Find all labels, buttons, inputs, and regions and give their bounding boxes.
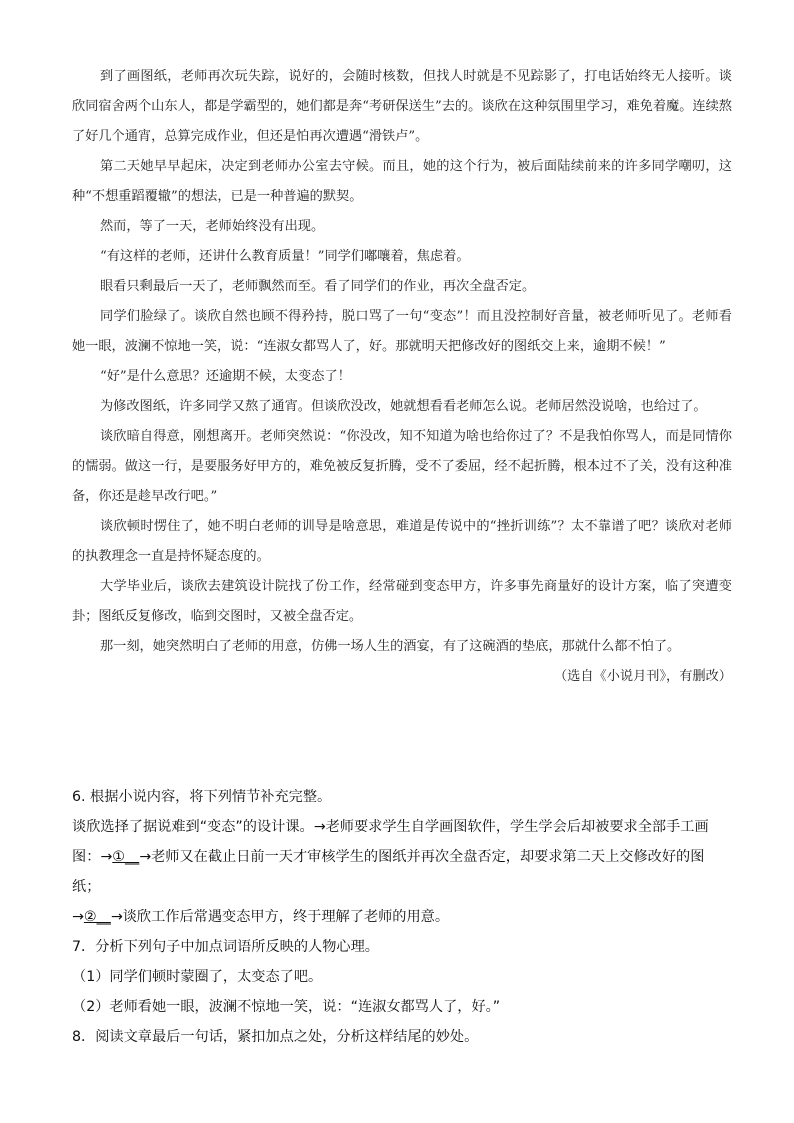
question-7-item-2: （2）老师看她一眼，波澜不惊地一笑，说：“连淑女都骂人了，好。” <box>72 999 501 1015</box>
story-paragraph-6: 同学们脸绿了。谈欣自然也顾不得矜持，脱口骂了一句“变态”！而且没控制好音量，被老师听见了。老师看她一眼，波澜不惊地一笑，说：“连淑女都骂人了，好。那就明天把修改好的图纸交上来，逾期不候！” <box>72 309 732 354</box>
story-text <box>72 62 732 692</box>
answer-blank-2[interactable]: ②__ <box>83 909 111 925</box>
question-6-line-2 <box>72 842 732 902</box>
story-paragraph-12: 那一刻，她突然明白了老师的用意，仿佛一场人生的酒宴，有了这碗酒的垫底，那就什么都不怕了。 <box>100 639 681 654</box>
questions-section <box>72 782 732 1052</box>
story-paragraph-11: 大学毕业后，谈欣去建筑设计院找了份工作，经常碰到变态甲方，许多事先商量好的设计方案，临了突遭变卦；图纸反复修改，临到交图时，又被全盘否定。 <box>72 579 732 624</box>
answer-blank-1[interactable]: ①__ <box>112 849 140 865</box>
story-paragraph-2: 第二天她早早起床，决定到老师办公室去守候。而且，她的这个行为，被后面陆续前来的许多同学嘲叨，这种“不想重蹈覆辙”的想法，已是一种普遍的默契。 <box>72 159 732 204</box>
question-8-title: 8．阅读文章最后一句话，紧扣加点之处，分析这样结尾的妙处。 <box>72 1029 479 1045</box>
story-source: （选自《小说月刊》，有删改） <box>553 669 732 684</box>
question-6-line-2-suffix: →老师又在截止日前一天才审核学生的图纸并再次全盘否定，却要求第二天上交修改好的图纸； <box>72 849 705 895</box>
question-6-title: 6. 根据小说内容，将下列情节补充完整。 <box>72 789 332 805</box>
question-7-title: 7．分析下列句子中加点词语所反映的人物心理。 <box>72 939 379 955</box>
story-paragraph-7: “好”是什么意思？还逾期不候，太变态了！ <box>100 369 351 384</box>
question-6-line-3-prefix: → <box>72 909 84 925</box>
story-paragraph-8: 为修改图纸，许多同学又熬了通宵。但谈欣没改，她就想看看老师怎么说。老师居然没说啥，也给过了。 <box>100 399 707 414</box>
question-6-line-3-suffix: →谈欣工作后常遇变态甲方，终于理解了老师的用意。 <box>110 909 450 925</box>
question-6-line-1: 谈欣选择了据说难到“变态”的设计课。→老师要求学生自学画图软件，学生学会后却被要求全部手工画 <box>72 819 709 835</box>
story-paragraph-1: 到了画图纸，老师再次玩失踪，说好的，会随时核数，但找人时就是不见踪影了，打电话始终无人接听。谈欣同宿舍两个山东人，都是学霸型的，她们都是奔“考研保送生”去的。谈欣在这种氛围里学习，难免着魔。连续熬了好几个通宵，总算完成作业，但还是怕再次遭遇“滑铁卢”。 <box>72 69 732 144</box>
story-paragraph-4: “有这样的老师，还讲什么教育质量！”同学们嘟嚷着，焦虑着。 <box>100 249 470 264</box>
question-7-item-1: （1）同学们顿时蒙圈了，太变态了吧。 <box>72 969 323 985</box>
story-paragraph-9: 谈欣暗自得意，刚想离开。老师突然说：“你没改，知不知道为啥也给你过了？不是我怕你骂人，而是同情你的懦弱。做这一行，是要服务好甲方的，难免被反复折腾，受不了委屈，经不起折腾，根本过不了关，没有这种准备，你还是趁早改行吧。” <box>72 429 732 504</box>
question-6-line-3 <box>72 902 732 932</box>
story-paragraph-10: 谈欣顿时愣住了，她不明白老师的训导是啥意思，难道是传说中的“挫折训练”？太不靠谱了吧？谈欣对老师的执教理念一直是持怀疑态度的。 <box>72 519 732 564</box>
story-paragraph-3: 然而，等了一天，老师始终没有出现。 <box>100 219 325 234</box>
story-paragraph-5: 眼看只剩最后一天了，老师飘然而至。看了同学们的作业，再次全盘否定。 <box>100 279 536 294</box>
question-6-line-2-prefix: 图：→ <box>72 849 113 865</box>
